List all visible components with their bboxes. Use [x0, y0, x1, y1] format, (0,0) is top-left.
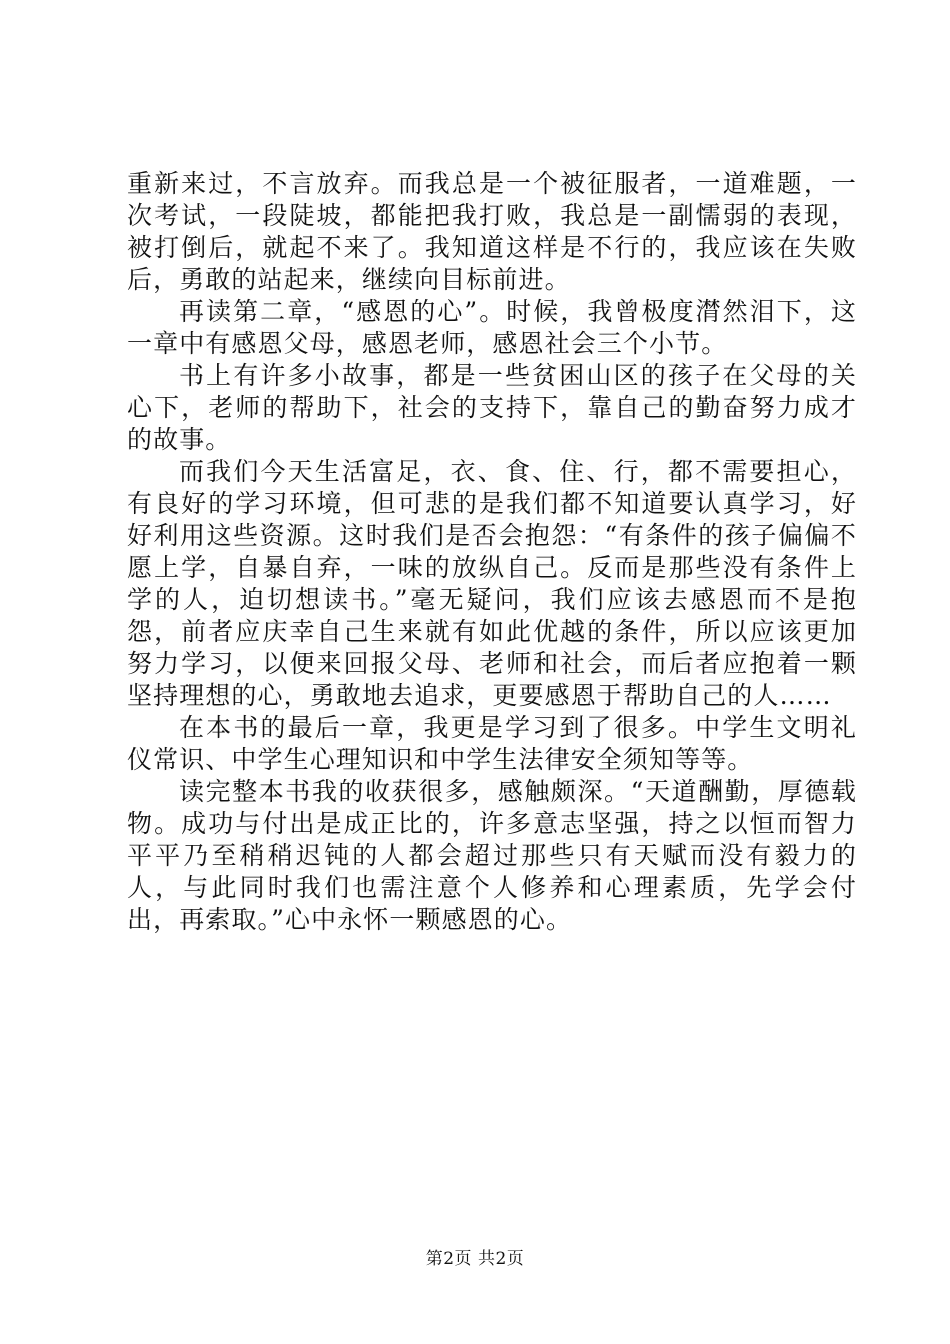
- paragraph-3: 书上有许多小故事，都是一些贫困山区的孩子在父母的关心下，老师的帮助下，社会的支持下，靠自己的勤奋努力成才的故事。: [127, 361, 857, 454]
- paragraph-1: 重新来过，不言放弃。而我总是一个被征服者，一道难题，一次考试，一段陡坡，都能把我打败，我总是一副懦弱的表现，被打倒后，就起不来了。我知道这样是不行的，我应该在失败后，勇敢的站起来，继续向目标前进。: [127, 169, 857, 294]
- paragraph-4: 而我们今天生活富足，衣、食、住、行，都不需要担心，有良好的学习环境，但可悲的是我们都不知道要认真学习，好好利用这些资源。这时我们是否会抱怨：“有条件的孩子偏偏不愿上学，自暴自弃，一味的放纵自己。反而是那些没有条件上学的人，迫切想读书。”毫无疑问，我们应该去感恩而不是抱怨，前者应庆幸自己生来就有如此优越的条件，所以应该更加努力学习，以便来回报父母、老师和社会，而后者应抱着一颗坚持理想的心，勇敢地去追求，更要感恩于帮助自己的人……: [127, 457, 857, 710]
- paragraph-6: 读完整本书我的收获很多，感触颇深。“天道酬勤，厚德载物。成功与付出是成正比的，许多意志坚强，持之以恒而智力平平乃至稍稍迟钝的人都会超过那些只有天赋而没有毅力的人，与此同时我们也需注意个人修养和心理素质，先学会付出，再索取。”心中永怀一颗感恩的心。: [127, 777, 857, 934]
- paragraph-2: 再读第二章，“感恩的心”。时候，我曾极度潸然泪下，这一章中有感恩父母，感恩老师，感恩社会三个小节。: [127, 297, 857, 358]
- document-body: [127, 168, 857, 936]
- paragraph-5: 在本书的最后一章，我更是学习到了很多。中学生文明礼仪常识、中学生心理知识和中学生法律安全须知等等。: [127, 713, 857, 774]
- page-number-footer: 第2页 共2页: [425, 1249, 525, 1269]
